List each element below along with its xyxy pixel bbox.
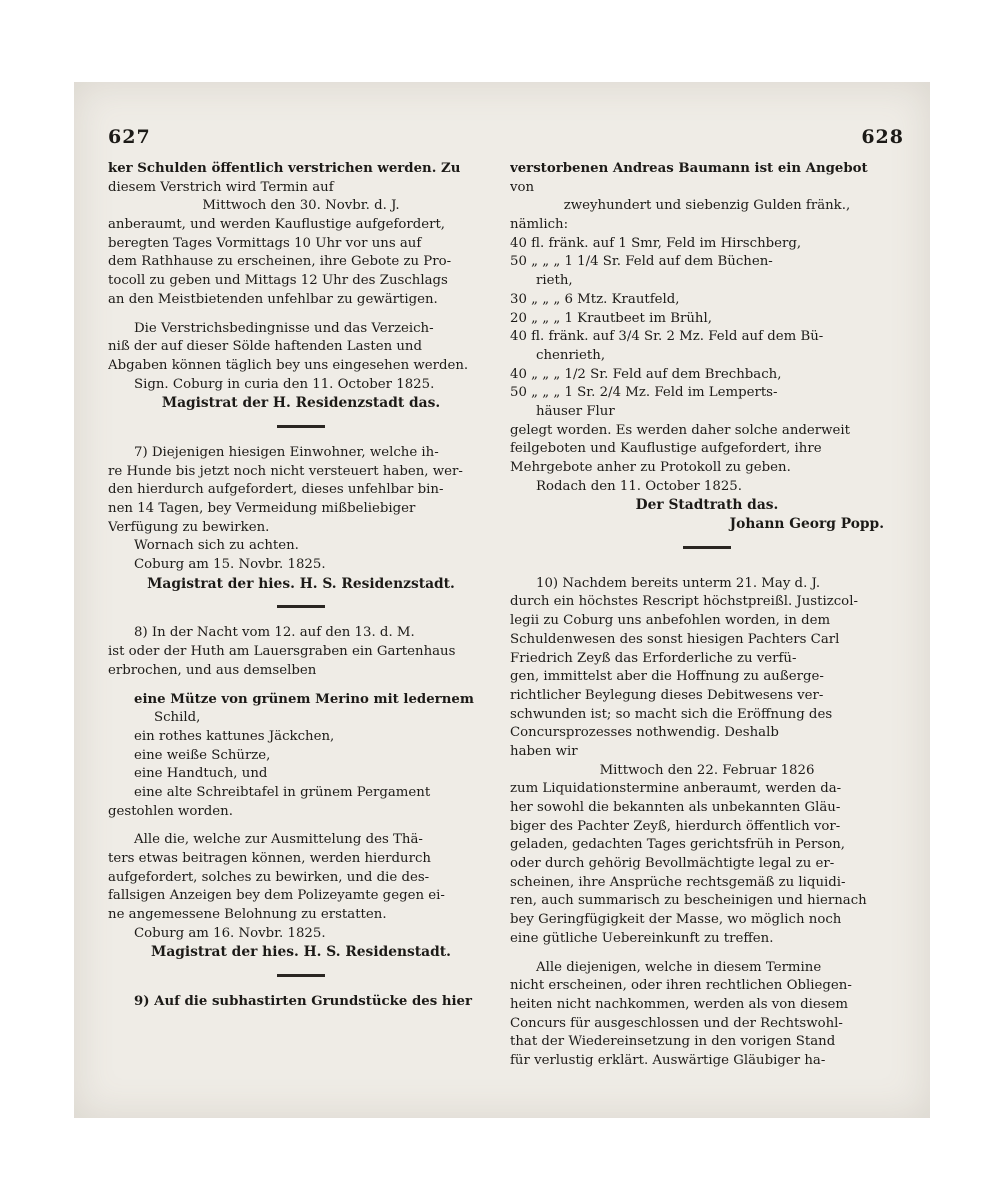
signature-line: Der Stadtrath das.: [635, 497, 779, 514]
section-divider: [277, 605, 325, 608]
text-line: scheinen, ihre Ansprüche rechtsgemäß zu liquidi-: [510, 874, 846, 890]
list-item: eine alte Schreibtafel in grünem Pergament: [134, 784, 431, 800]
list-item: eine weiße Schürze,: [134, 747, 271, 763]
text-line: oder durch gehörig Bevollmächtigte legal zu er-: [510, 856, 835, 872]
text-line: tocoll zu geben und Mittags 12 Uhr des Zuschlags: [108, 273, 448, 289]
text-line: Verfügung zu bewirken.: [108, 519, 270, 535]
text-line: zweyhundert und siebenzig Gulden fränk.,: [563, 198, 851, 214]
text-line: bey Geringfügigkeit der Masse, wo möglich noch: [510, 912, 842, 928]
left-column: [108, 160, 494, 1012]
text-line: 10) Nachdem bereits unterm 21. May d. J.: [536, 575, 821, 591]
right-column: [510, 160, 904, 1071]
text-line: Concurs für ausgeschlossen und der Rechtswohl-: [510, 1015, 843, 1031]
scanned-page-spread: [74, 82, 930, 1118]
text-line: fallsigen Anzeigen bey dem Polizeyamte gegen ei-: [108, 888, 445, 904]
text-line: Alle die, welche zur Ausmittelung des Thä-: [134, 832, 423, 848]
text-line: dem Rathhause zu erscheinen, ihre Gebote zu Pro-: [108, 254, 452, 270]
text-line: von: [510, 179, 535, 195]
signature-name: Johann Georg Popp.: [729, 516, 884, 533]
text-line: ters etwas beitragen können, werden hierdurch: [108, 851, 431, 866]
text-line: haben wir: [510, 743, 578, 759]
text-line: diesem Verstrich wird Termin auf: [108, 179, 334, 195]
text-line: verstorbenen Andreas Baumann ist ein Angebot: [510, 161, 868, 176]
text-line: re Hunde bis jetzt noch nicht versteuert haben, wer-: [108, 463, 463, 479]
text-line: Friedrich Zeyß das Erforderliche zu verfü-: [510, 650, 797, 666]
text-line: feilgeboten und Kauflustige aufgefordert, ihre: [510, 441, 822, 457]
text-line: 7) Diejenigen hiesigen Einwohner, welche ih-: [134, 444, 439, 460]
place-date-line: Coburg am 15. Novbr. 1825.: [134, 557, 326, 573]
place-date-line: Sign. Coburg in curia den 11. October 1825.: [134, 376, 435, 392]
text-line: Abgaben können täglich bey uns eingesehen werden.: [108, 357, 469, 373]
signature-line: Magistrat der hies. H. S. Residenzstadt.: [147, 575, 455, 592]
signature-line: Magistrat der H. Residenzstadt das.: [161, 395, 441, 412]
text-line: schwunden ist; so macht sich die Eröffnung des: [510, 706, 833, 722]
list-item: Schild,: [154, 710, 201, 726]
place-date-line: Coburg am 16. Novbr. 1825.: [134, 925, 326, 941]
text-line: gestohlen worden.: [108, 803, 233, 819]
text-line: durch ein höchstes Rescript höchstpreißl. Justizcol-: [510, 594, 858, 610]
text-line: den hierdurch aufgefordert, dieses unfehlbar bin-: [108, 482, 444, 498]
place-date-line: Rodach den 11. October 1825.: [536, 478, 742, 494]
text-line: Die Verstrichsbedingnisse und das Verzeich-: [134, 320, 434, 336]
list-item: eine Mütze von grünem Merino mit ledernem: [134, 691, 474, 707]
text-line: erbrochen, und aus demselben: [108, 662, 317, 678]
list-item: 40 fl. fränk. auf 1 Smr, Feld im Hirschberg,: [510, 235, 802, 251]
text-line: that der Wiedereinsetzung in den vorigen Stand: [510, 1034, 836, 1050]
text-line: legii zu Coburg uns anbefohlen worden, in dem: [510, 613, 831, 629]
text-line: an den Meistbietenden unfehlbar zu gewärtigen.: [108, 291, 438, 307]
text-line: Mehrgebote anher zu Protokoll zu geben.: [510, 460, 791, 475]
text-line: ren, auch summarisch zu bescheinigen und hiernach: [510, 893, 867, 909]
signature-line: Magistrat der hies. H. S. Residenstadt.: [151, 944, 451, 961]
text-line: her sowohl die bekannten als unbekannten Gläu-: [510, 800, 841, 815]
text-line: nicht erscheinen, oder ihren rechtlichen Obliegen-: [510, 978, 852, 994]
list-item: 40 „ „ „ 1/2 Sr. Feld auf dem Brechbach,: [510, 366, 782, 382]
page-number-right: 628: [861, 126, 904, 148]
date-line: Mittwoch den 22. Februar 1826: [599, 762, 815, 778]
text-line: geladen, gedachten Tages gerichtsfrüh in Person,: [510, 837, 846, 853]
section-divider: [683, 546, 731, 549]
text-line: zum Liquidationstermine anberaumt, werden da-: [510, 781, 842, 797]
text-line: niß der auf dieser Sölde haftenden Lasten und: [108, 339, 422, 355]
list-item: ein rothes kattunes Jäckchen,: [134, 728, 335, 744]
section-divider: [277, 425, 325, 428]
text-line: ne angemessene Belohnung zu erstatten.: [108, 907, 387, 923]
list-item: 20 „ „ „ 1 Krautbeet im Brühl,: [510, 310, 712, 326]
text-line: für verlustig erklärt. Auswärtige Gläubiger ha-: [510, 1052, 826, 1068]
text-line: Alle diejenigen, welche in diesem Termine: [536, 959, 822, 975]
list-item: chenrieth,: [536, 347, 606, 363]
text-line: ker Schulden öffentlich verstrichen werden. Zu: [108, 161, 461, 176]
text-line: Schuldenwesen des sonst hiesigen Pachters Carl: [510, 631, 840, 647]
list-item: 50 „ „ „ 1 1/4 Sr. Feld auf dem Büchen-: [510, 254, 773, 270]
text-line: nen 14 Tagen, bey Vermeidung mißbeliebiger: [108, 501, 416, 516]
text-line: beregten Tages Vormittags 10 Uhr vor uns auf: [108, 235, 422, 251]
text-line: nämlich:: [510, 217, 569, 233]
list-item: 30 „ „ „ 6 Mtz. Krautfeld,: [510, 291, 680, 307]
list-item: häuser Flur: [536, 403, 615, 419]
text-line: richtlicher Beylegung dieses Debitwesens ver-: [510, 687, 824, 703]
text-line: Concursprozesses nothwendig. Deshalb: [510, 725, 779, 741]
text-line: gen, immittelst aber die Hoffnung zu außerge-: [510, 669, 824, 685]
text-line: 9) Auf die subhastirten Grundstücke des hier: [134, 994, 473, 1010]
text-line: eine gütliche Uebereinkunft zu treffen.: [510, 930, 774, 946]
list-item: rieth,: [536, 273, 573, 289]
date-line: Mittwoch den 30. Novbr. d. J.: [202, 198, 400, 214]
text-line: ist oder der Huth am Lauersgraben ein Gartenhaus: [108, 644, 456, 660]
text-line: biger des Pachter Zeyß, hierdurch öffentlich vor-: [510, 818, 841, 834]
text-line: Wornach sich zu achten.: [134, 538, 299, 554]
page-number-left: 627: [108, 126, 151, 148]
list-item: eine Handtuch, und: [134, 766, 268, 782]
text-line: anberaumt, und werden Kauflustige aufgefordert,: [108, 217, 446, 233]
list-item: 40 fl. fränk. auf 3/4 Sr. 2 Mz. Feld auf dem Bü-: [510, 329, 824, 345]
section-divider: [277, 974, 325, 977]
text-line: 8) In der Nacht vom 12. auf den 13. d. M.: [134, 625, 415, 641]
text-line: aufgefordert, solches zu bewirken, und die des-: [108, 869, 430, 885]
text-line: heiten nicht nachkommen, werden als von diesem: [510, 996, 849, 1012]
list-item: 50 „ „ „ 1 Sr. 2/4 Mz. Feld im Lemperts-: [510, 385, 778, 401]
text-line: gelegt worden. Es werden daher solche anderweit: [510, 422, 850, 438]
